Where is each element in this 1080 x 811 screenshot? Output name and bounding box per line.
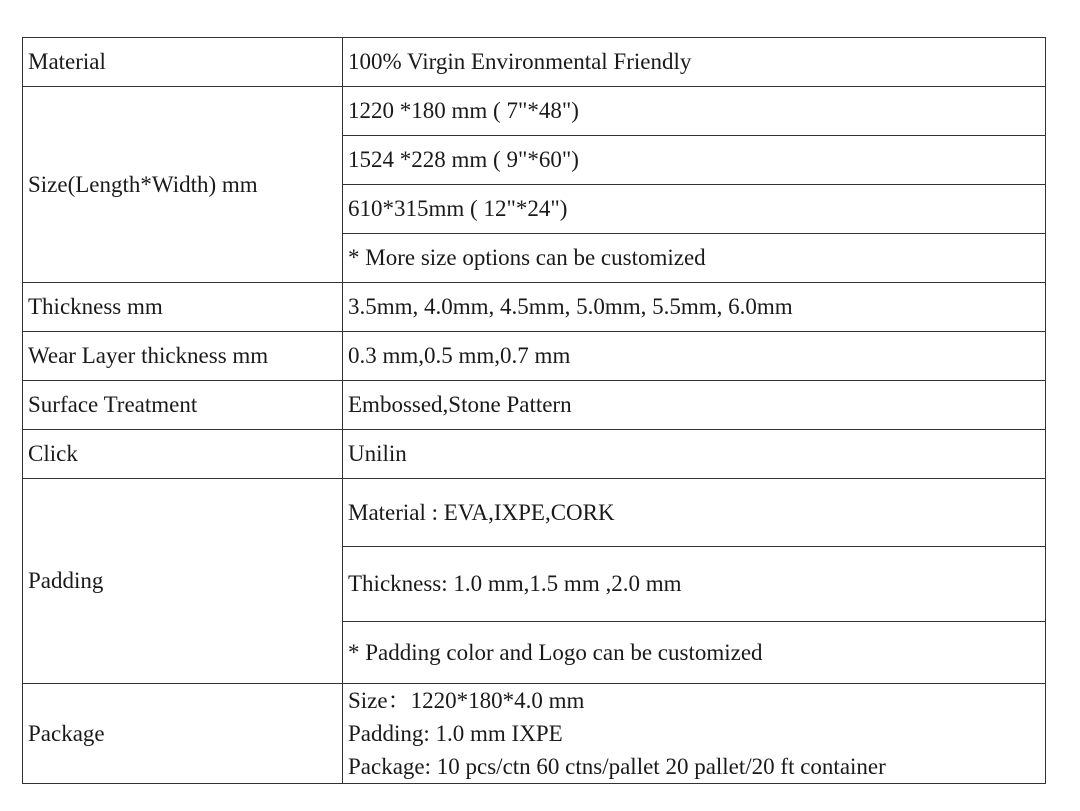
- padding-thickness-value: Thickness: 1.0 mm,1.5 mm ,2.0 mm: [343, 547, 1046, 622]
- thickness-value: 3.5mm, 4.0mm, 4.5mm, 5.0mm, 5.5mm, 6.0mm: [343, 283, 1046, 332]
- package-quantity-line: Package: 10 pcs/ctn 60 ctns/pallet 20 pallet/20 ft container: [348, 754, 886, 779]
- material-label: Material: [23, 38, 343, 87]
- material-value: 100% Virgin Environmental Friendly: [343, 38, 1046, 87]
- surface-value: Embossed,Stone Pattern: [343, 381, 1046, 430]
- surface-label: Surface Treatment: [23, 381, 343, 430]
- wear-layer-value: 0.3 mm,0.5 mm,0.7 mm: [343, 332, 1046, 381]
- thickness-label: Thickness mm: [23, 283, 343, 332]
- package-label: Package: [23, 684, 343, 784]
- size-label: Size(Length*Width) mm: [23, 87, 343, 283]
- padding-label: Padding: [23, 479, 343, 684]
- size-value-3: 610*315mm ( 12"*24"): [343, 185, 1046, 234]
- size-custom-note: * More size options can be customized: [343, 234, 1046, 283]
- table-row-thickness: [23, 283, 1046, 332]
- wear-layer-label: Wear Layer thickness mm: [23, 332, 343, 381]
- table-row-material: [23, 38, 1046, 87]
- package-padding-line: Padding: 1.0 mm IXPE: [348, 721, 563, 746]
- package-size-line: Size：1220*180*4.0 mm: [348, 688, 585, 713]
- padding-custom-note: * Padding color and Logo can be customized: [343, 622, 1046, 684]
- click-label: Click: [23, 430, 343, 479]
- table-row-package: [23, 684, 1046, 784]
- size-value-2: 1524 *228 mm ( 9"*60"): [343, 136, 1046, 185]
- table-row-size: [23, 87, 1046, 136]
- spec-table: [22, 37, 1046, 784]
- table-row-surface: [23, 381, 1046, 430]
- padding-material-value: Material : EVA,IXPE,CORK: [343, 479, 1046, 547]
- click-value: Unilin: [343, 430, 1046, 479]
- package-value: [343, 684, 1046, 784]
- size-value-1: 1220 *180 mm ( 7"*48"): [343, 87, 1046, 136]
- table-row-wear-layer: [23, 332, 1046, 381]
- table-row-padding: [23, 479, 1046, 547]
- table-row-click: [23, 430, 1046, 479]
